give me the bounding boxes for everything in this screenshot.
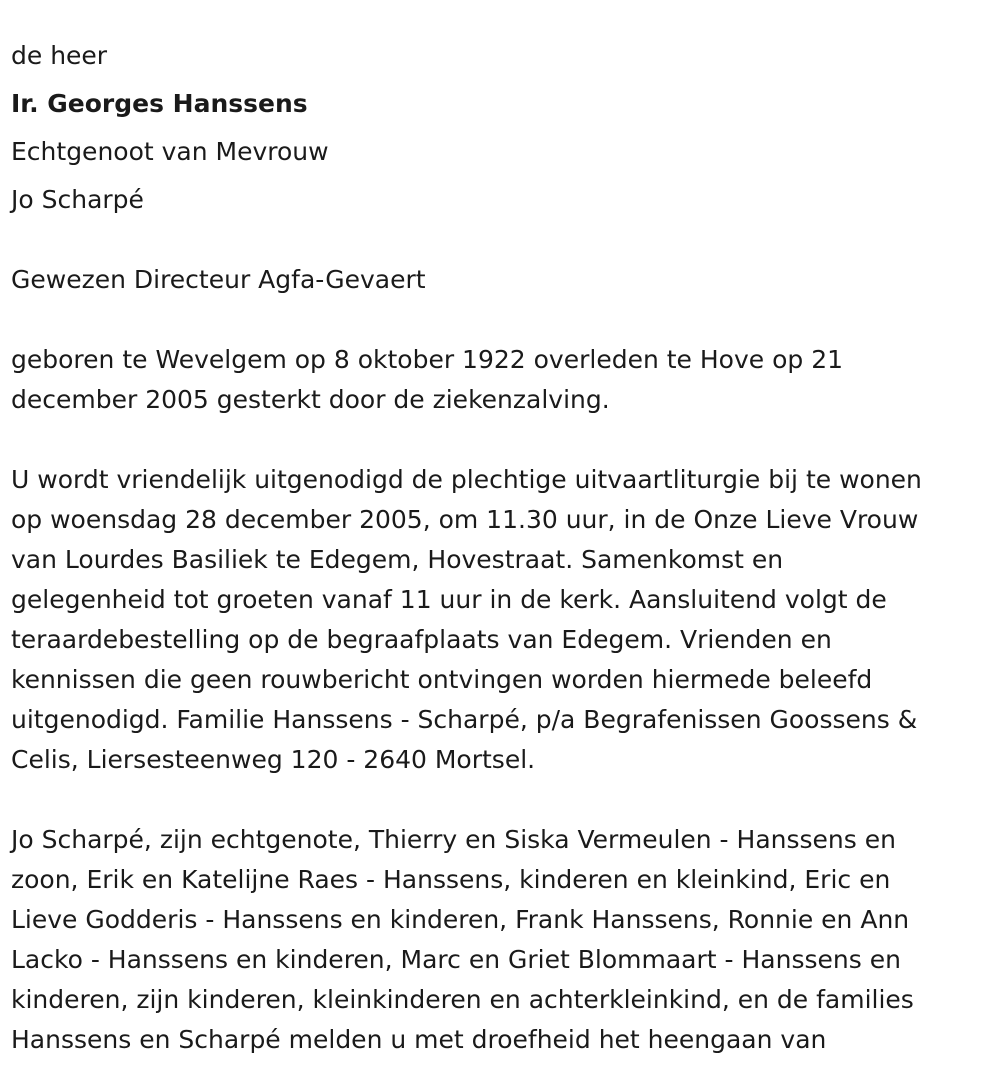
career-line: Gewezen Directeur Agfa-Gevaert — [11, 265, 426, 294]
spouse-line: Echtgenoot van Mevrouw — [11, 137, 329, 166]
invitation-line: uitgenodigd. Familie Hanssens - Scharpé, p/a Begrafenissen Goossens & — [11, 705, 918, 734]
invitation-line: kennissen die geen rouwbericht ontvingen worden hiermede beleefd — [11, 665, 873, 694]
invitation-line: gelegenheid tot groeten vanaf 11 uur in de kerk. Aansluitend volgt de — [11, 585, 887, 614]
invitation-line: U wordt vriendelijk uitgenodigd de plechtige uitvaartliturgie bij te wonen — [11, 465, 922, 494]
family-line: Jo Scharpé, zijn echtgenote, Thierry en Siska Vermeulen - Hanssens en — [11, 825, 896, 854]
invitation-line: teraardebestelling op de begraafplaats van Edegem. Vrienden en — [11, 625, 832, 654]
invitation-line: Celis, Liersesteenweg 120 - 2640 Mortsel. — [11, 745, 536, 774]
salutation: de heer — [11, 41, 108, 70]
birth-death-line-1: geboren te Wevelgem op 8 oktober 1922 overleden te Hove op 21 — [11, 345, 844, 374]
spouse-name: Jo Scharpé — [11, 185, 144, 214]
family-line: Lacko - Hanssens en kinderen, Marc en Griet Blommaart - Hanssens en — [11, 945, 901, 974]
family-line: kinderen, zijn kinderen, kleinkinderen en achterkleinkind, en de families — [11, 985, 914, 1014]
birth-death-line-2: december 2005 gesterkt door de ziekenzalving. — [11, 385, 610, 414]
family-line: zoon, Erik en Katelijne Raes - Hanssens, kinderen en kleinkind, Eric en — [11, 865, 891, 894]
deceased-name: Ir. Georges Hanssens — [11, 89, 308, 118]
family-line: Hanssens en Scharpé melden u met droefheid het heengaan van — [11, 1025, 827, 1054]
family-line: Lieve Godderis - Hanssens en kinderen, Frank Hanssens, Ronnie en Ann — [11, 905, 910, 934]
invitation-line: van Lourdes Basiliek te Edegem, Hovestraat. Samenkomst en — [11, 545, 784, 574]
invitation-line: op woensdag 28 december 2005, om 11.30 uur, in de Onze Lieve Vrouw — [11, 505, 919, 534]
